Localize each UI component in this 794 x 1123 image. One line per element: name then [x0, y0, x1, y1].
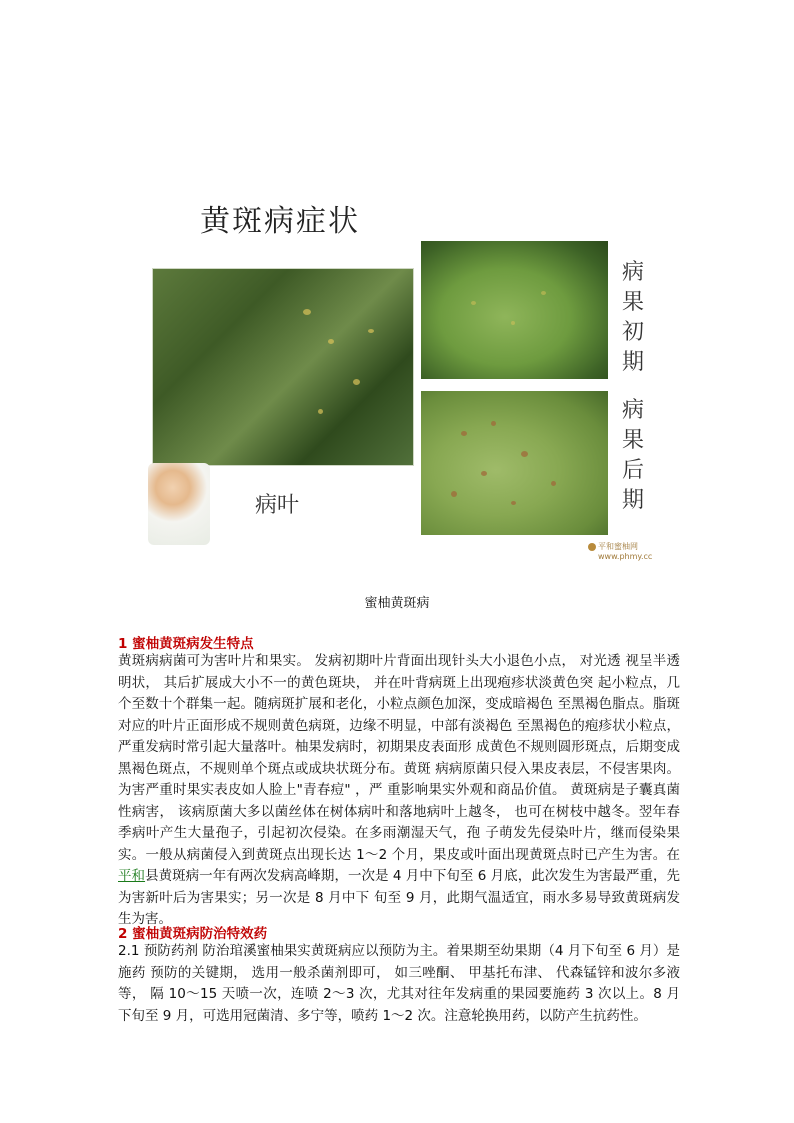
leaf-label: 病叶	[255, 493, 300, 518]
late-fruit-photo	[421, 391, 608, 535]
watermark-logo: 平和蜜柚网 www.phmy.cc	[588, 542, 652, 562]
section1-body: 黄斑病病菌可为害叶片和果实。 发病初期叶片背面出现针头大小退色小点， 对光透 视呈半透明状， 其后扩展成大小不一的黄色斑块， 并在叶背病斑上出现疱疹状淡黄色突 起小粒点，几个至数十个群集一起。随病斑扩展和老化，小粒点颜色加深，变成暗褐色 至黑褐色脂点。脂斑对应的叶片正面形成不规则黄色病斑，边缘不明显，中部有淡褐色 至黑褐色的疱疹状小粒点，严重发病时常引起大量落叶。柚果发病时，初期果皮表面形 成黄色不规则圆形斑点，后期变成黑褐色斑点，不规则单个斑点或成块状斑分布。黄斑 病病原菌只侵入果皮表层，不侵害果肉。为害严重时果实表皮如人脸上"青春痘" ，严 重影响果实外观和商品价值。 黄斑病是子囊真菌性病害， 该病原菌大多以菌丝体在树体病叶和落地病叶上越冬， 也可在树枝中越冬。翌年春季病叶产生大量孢子，引起初次侵染。在多雨潮湿天气，孢 子萌发先侵染叶片，继而侵染果实。一般从病菌侵入到黄斑点出现长达 1～2 个月，果皮或叶面出现黄斑点时已产生为害。在平和县黄斑病一年有两次发病高峰期，一次是 4 月中下旬至 6 月底，此次发生为害最严重，先为害新叶后为害果实；另一次是 8 月中下 旬至 9 月，此期气温适宜，雨水多易导致黄斑病发生为害。	[118, 653, 681, 927]
figure-caption: 蜜柚黄斑病	[364, 596, 430, 611]
late-fruit-label: 病 果 后 期	[621, 398, 644, 513]
early-fruit-photo	[421, 241, 608, 379]
section1-heading: 1 蜜柚黄斑病发生特点	[118, 636, 254, 652]
diseased-leaf-photo	[152, 268, 414, 466]
section2-heading: 2 蜜柚黄斑病防治特效药	[118, 926, 268, 942]
pinghe-link[interactable]: 平和	[118, 868, 146, 884]
early-fruit-label: 病 果 初 期	[621, 260, 644, 375]
figure-title: 黄斑病症状	[200, 204, 360, 239]
section2-body: 2.1 预防药剂 防治琯溪蜜柚果实黄斑病应以预防为主。着果期至幼果期（4 月下旬至 6 月）是施药 预防的关键期， 选用一般杀菌剂即可， 如三唑酮、 甲基托布津、 代森锰锌和波尔多液等， 隔 10～15 天喷一次，连喷 2～3 次，尤其对往年发病重的果园要施药 3 次以上。8 月下旬至 9 月，可选用冠菌清、多宁等，喷药 1～2 次。注意轮换用药，以防产生抗药性。	[118, 943, 680, 1024]
girl-with-fruit-image	[148, 463, 210, 545]
